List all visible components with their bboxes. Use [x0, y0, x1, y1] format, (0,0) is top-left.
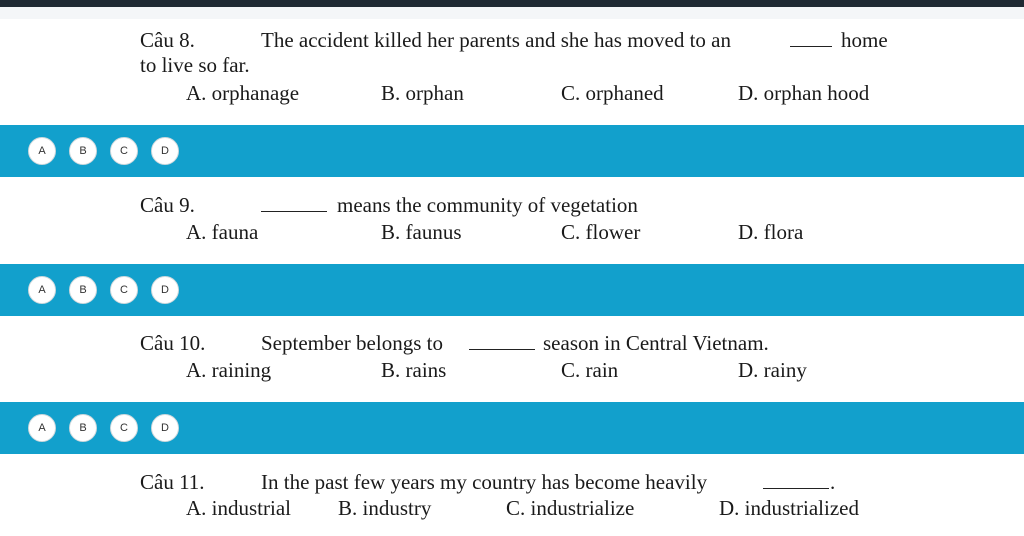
- option-c: C. flower: [561, 220, 641, 244]
- answer-blank: [763, 470, 829, 494]
- option-b: B. industry: [338, 496, 432, 520]
- option-a: A. raining: [186, 358, 272, 382]
- option-b: B. orphan: [381, 81, 464, 105]
- choice-d-button[interactable]: D: [151, 276, 179, 304]
- choice-b-button[interactable]: B: [69, 276, 97, 304]
- answer-blank: [261, 193, 327, 217]
- option-d: D. flora: [738, 220, 804, 244]
- choice-a-button[interactable]: A: [28, 414, 56, 442]
- question-number: Câu 9.: [140, 193, 195, 217]
- question-number: Câu 10.: [140, 331, 206, 355]
- option-d: D. industrialized: [719, 496, 859, 520]
- question-stem-end: season in Central Vietnam.: [543, 331, 769, 355]
- question-stem-end: .: [830, 470, 836, 494]
- answer-blank: [790, 28, 832, 52]
- choice-d-button[interactable]: D: [151, 414, 179, 442]
- answer-bar-8: [0, 125, 1024, 177]
- question-stem: In the past few years my country has become heavily: [261, 470, 708, 494]
- option-a: A. orphanage: [186, 81, 300, 105]
- choice-c-button[interactable]: C: [110, 414, 138, 442]
- option-c: C. industrialize: [506, 496, 635, 520]
- answer-blank: [469, 331, 535, 355]
- question-number: Câu 8.: [140, 28, 195, 52]
- choice-b-button[interactable]: B: [69, 137, 97, 165]
- question-stem: September belongs to: [261, 331, 443, 355]
- answer-bar-10: [0, 402, 1024, 454]
- top-bar: [0, 0, 1024, 7]
- top-bar-shade: [0, 7, 1024, 19]
- choice-a-button[interactable]: A: [28, 137, 56, 165]
- option-d: D. orphan hood: [738, 81, 870, 105]
- choice-a-button[interactable]: A: [28, 276, 56, 304]
- answer-bar-9: [0, 264, 1024, 316]
- question-stem-end: home: [841, 28, 888, 52]
- choice-c-button[interactable]: C: [110, 137, 138, 165]
- option-b: B. rains: [381, 358, 447, 382]
- question-stem: means the community of vegetation: [337, 193, 638, 217]
- choice-b-button[interactable]: B: [69, 414, 97, 442]
- question-stem-continued: to live so far.: [140, 53, 250, 77]
- option-d: D. rainy: [738, 358, 807, 382]
- option-b: B. faunus: [381, 220, 462, 244]
- choice-c-button[interactable]: C: [110, 276, 138, 304]
- choice-d-button[interactable]: D: [151, 137, 179, 165]
- question-number: Câu 11.: [140, 470, 205, 494]
- question-stem: The accident killed her parents and she has moved to an: [261, 28, 731, 52]
- option-a: A. fauna: [186, 220, 259, 244]
- option-c: C. orphaned: [561, 81, 664, 105]
- option-a: A. industrial: [186, 496, 291, 520]
- option-c: C. rain: [561, 358, 619, 382]
